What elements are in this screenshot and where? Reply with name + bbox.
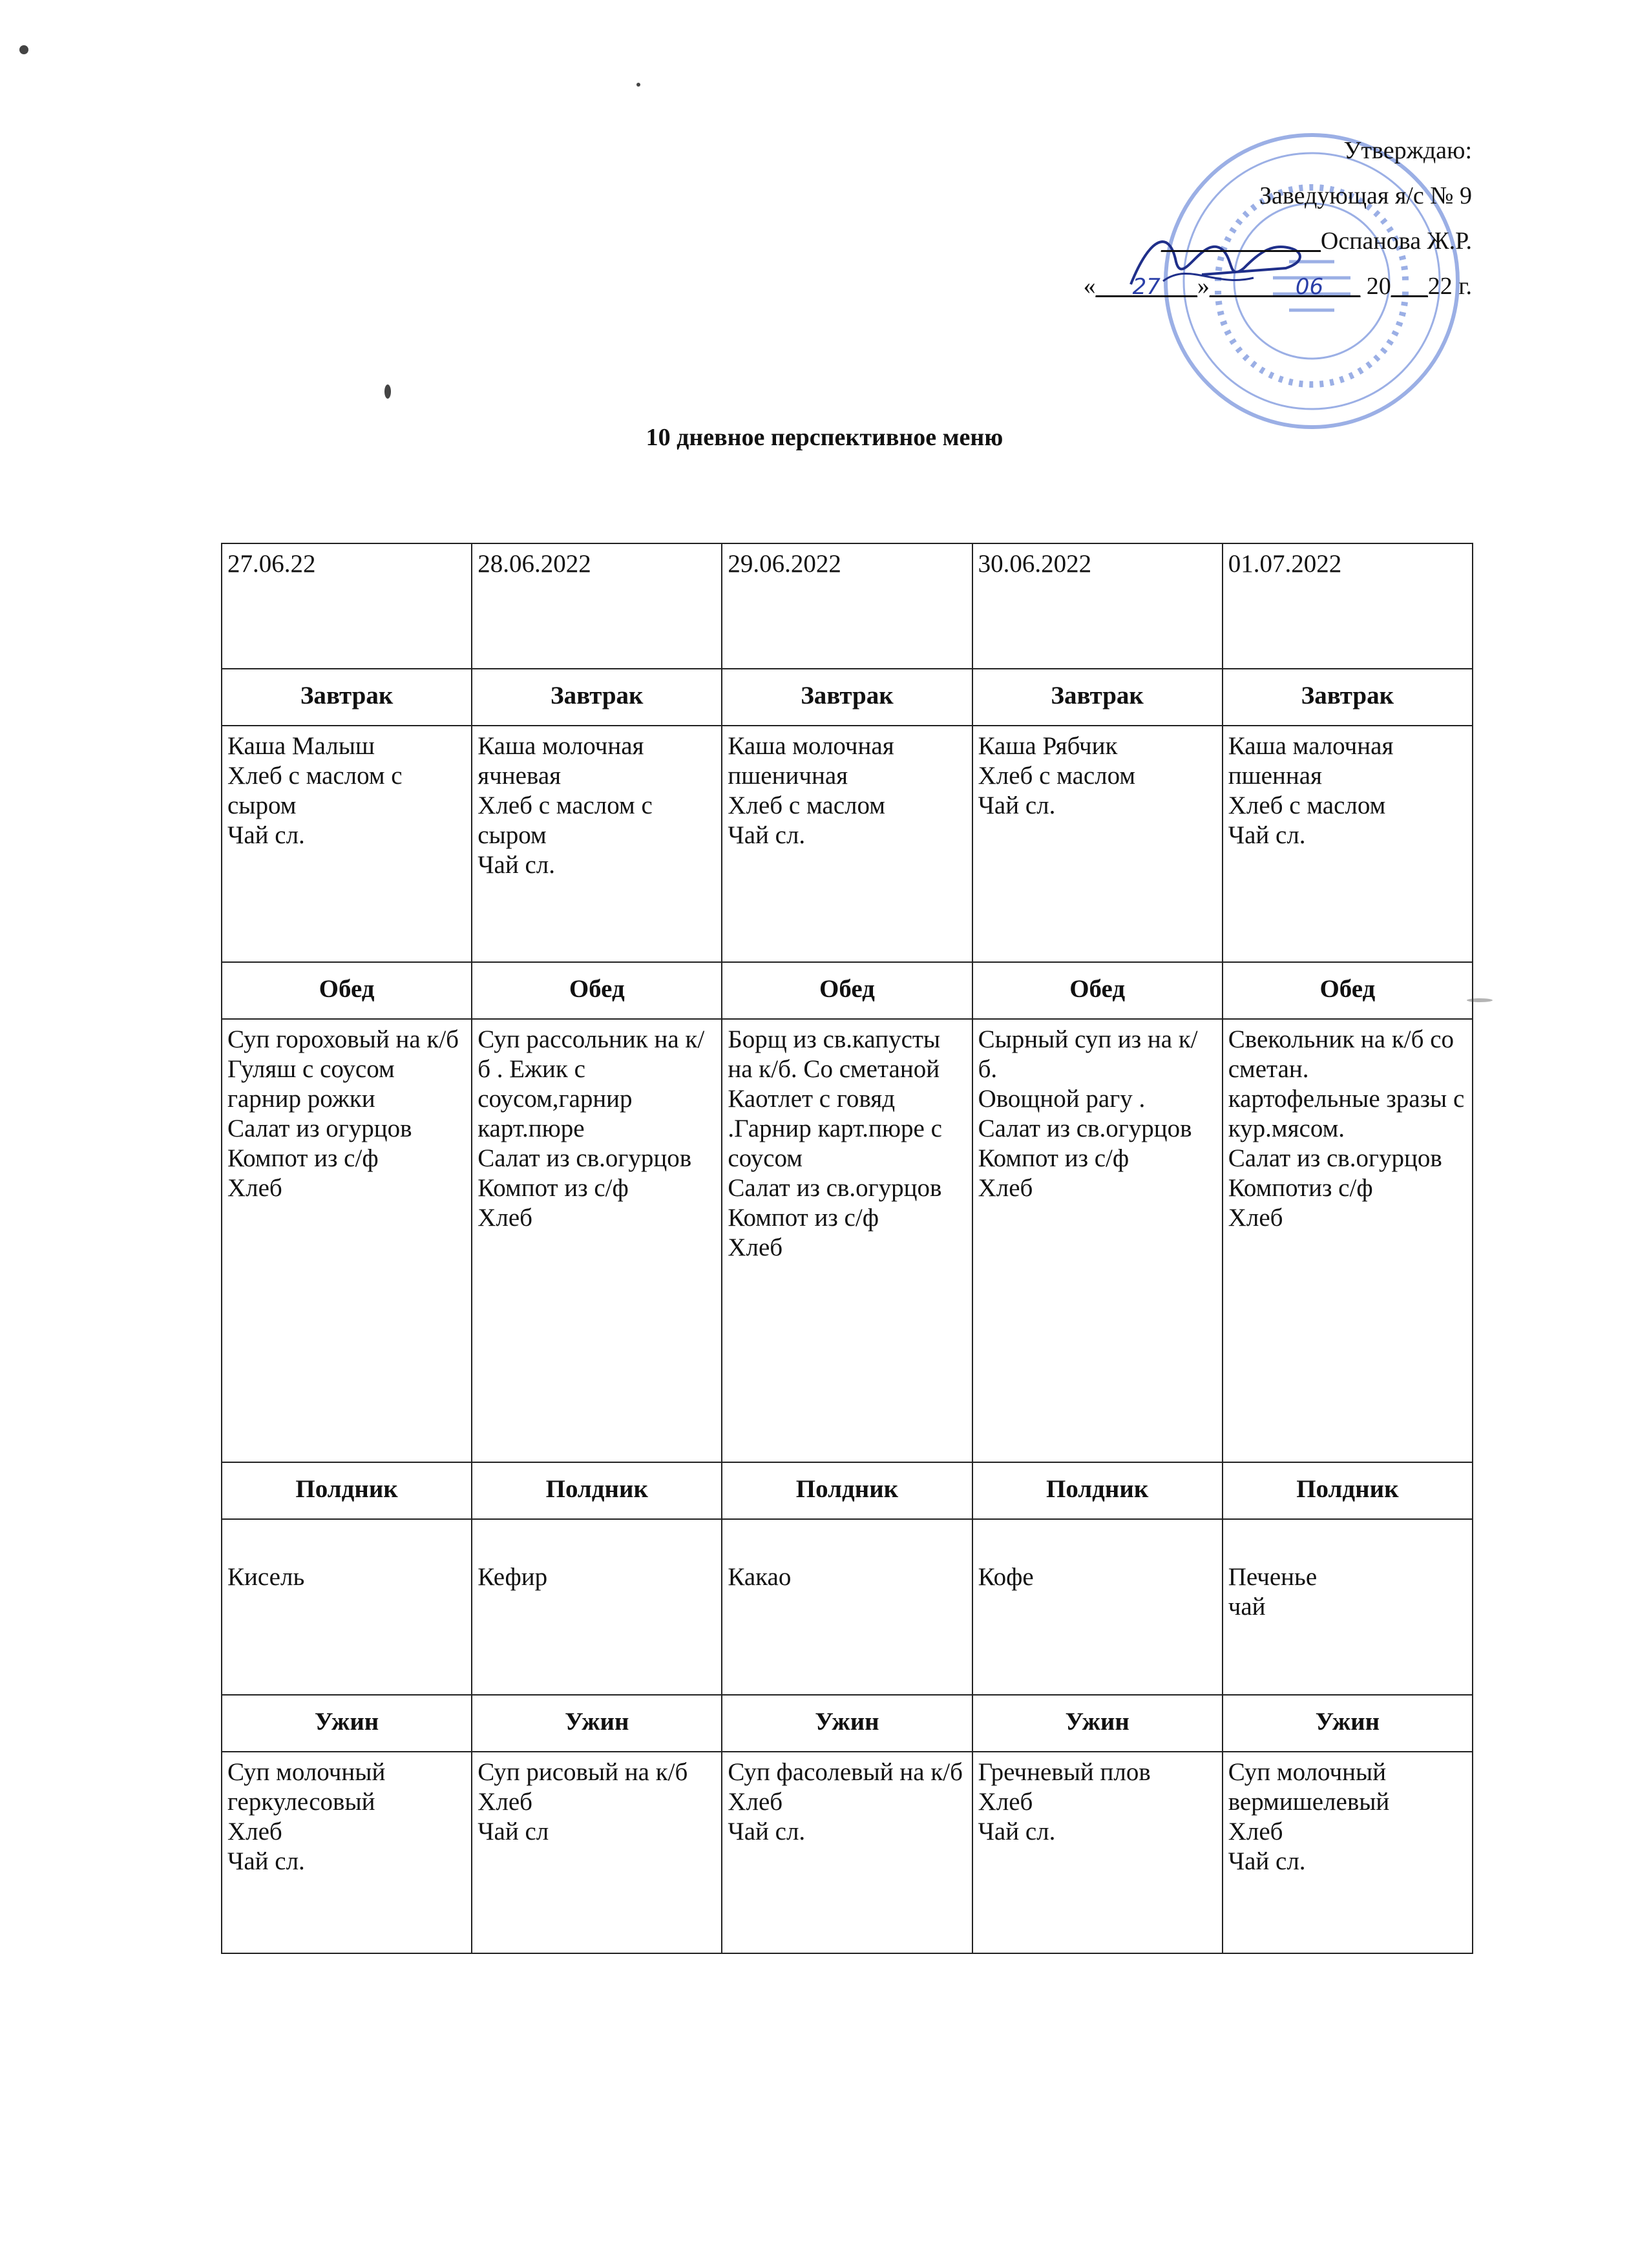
- scan-speck: [19, 45, 28, 54]
- lunch-label: Обед: [722, 962, 972, 1019]
- breakfast-label: Завтрак: [722, 669, 972, 726]
- snack-cell: Кисель: [222, 1519, 472, 1695]
- breakfast-row: [222, 726, 1473, 962]
- date-cell: 29.06.2022: [722, 543, 972, 669]
- breakfast-label: Завтрак: [222, 669, 472, 726]
- snack-header-row: [222, 1462, 1473, 1519]
- snack-label: Полдник: [972, 1462, 1223, 1519]
- lunch-header-row: [222, 962, 1473, 1019]
- lunch-cell: Суп рассольник на к/б . Ежик с соусом,гарнир карт.пюре Салат из св.огурцов Компот из с/ф Хлеб: [472, 1019, 722, 1462]
- approval-signature-line: [981, 218, 1472, 264]
- snack-cell: Печенье чай: [1223, 1519, 1473, 1695]
- snack-label: Полдник: [472, 1462, 722, 1519]
- date-close-quote: »: [1197, 273, 1210, 300]
- signature-blank: _____________: [1161, 227, 1321, 255]
- snack-cell: Кефир: [472, 1519, 722, 1695]
- dinner-label: Ужин: [472, 1695, 722, 1752]
- approval-date: [981, 264, 1472, 310]
- dinner-cell: Гречневый плов Хлеб Чай сл.: [972, 1752, 1223, 1953]
- snack-row: [222, 1519, 1473, 1695]
- date-row: [222, 543, 1473, 669]
- dinner-label: Ужин: [222, 1695, 472, 1752]
- lunch-cell: Сырный суп из на к/б. Овощной рагу . Салат из св.огурцов Компот из с/ф Хлеб: [972, 1019, 1223, 1462]
- snack-cell: Кофе: [972, 1519, 1223, 1695]
- approver-name: Оспанова Ж.Р.: [1320, 227, 1472, 255]
- approval-heading: Утверждаю:: [1343, 137, 1472, 164]
- breakfast-cell: Каша Рябчик Хлеб с маслом Чай сл.: [972, 726, 1223, 962]
- scan-speck: [1467, 998, 1493, 1002]
- snack-label: Полдник: [722, 1462, 972, 1519]
- lunch-cell: Борщ из св.капусты на к/б. Со сметаной Каотлет с говяд .Гарнир карт.пюре с соусом Салат из св.огурцов Компот из с/ф Хлеб: [722, 1019, 972, 1462]
- dinner-cell: Суп молочный вермишелевый Хлеб Чай сл.: [1223, 1752, 1473, 1953]
- dinner-label: Ужин: [722, 1695, 972, 1752]
- date-month-field: _______06___: [1209, 273, 1361, 300]
- lunch-cell: Свекольник на к/б со сметан. картофельные зразы с кур.мясом. Салат из св.огурцов Компотиз с/ф Хлеб: [1223, 1019, 1473, 1462]
- date-open-quote: «: [1083, 273, 1096, 300]
- document-title: 10 дневное перспективное меню: [646, 424, 1003, 451]
- breakfast-cell: Каша молочная пшеничная Хлеб с маслом Чай сл.: [722, 726, 972, 962]
- lunch-label: Обед: [222, 962, 472, 1019]
- dinner-label: Ужин: [1223, 1695, 1473, 1752]
- lunch-label: Обед: [972, 962, 1223, 1019]
- menu-table: [221, 543, 1473, 1954]
- snack-cell: Какао: [722, 1519, 972, 1695]
- date-month-handwritten: 06: [1295, 274, 1324, 300]
- snack-label: Полдник: [222, 1462, 472, 1519]
- snack-label: Полдник: [1223, 1462, 1473, 1519]
- lunch-label: Обед: [472, 962, 722, 1019]
- breakfast-label: Завтрак: [1223, 669, 1473, 726]
- lunch-cell: Суп гороховый на к/б Гуляш с соусом гарнир рожки Салат из огурцов Компот из с/ф Хлеб: [222, 1019, 472, 1462]
- date-year-blank: ___: [1391, 273, 1428, 300]
- breakfast-label: Завтрак: [972, 669, 1223, 726]
- date-year-prefix: 20: [1366, 273, 1391, 300]
- approval-block: [981, 128, 1472, 310]
- date-cell: 30.06.2022: [972, 543, 1223, 669]
- date-cell: 01.07.2022: [1223, 543, 1473, 669]
- scan-speck: [384, 384, 391, 399]
- date-year-suffix: 22 г.: [1427, 273, 1472, 300]
- dinner-cell: Суп молочный геркулесовый Хлеб Чай сл.: [222, 1752, 472, 1953]
- dinner-label: Ужин: [972, 1695, 1223, 1752]
- dinner-cell: Суп фасолевый на к/б Хлеб Чай сл.: [722, 1752, 972, 1953]
- breakfast-header-row: [222, 669, 1473, 726]
- date-cell: 28.06.2022: [472, 543, 722, 669]
- breakfast-cell: Каша молочная ячневая Хлеб с маслом с сыром Чай сл.: [472, 726, 722, 962]
- date-day-handwritten: 27: [1132, 274, 1161, 300]
- dinner-cell: Суп рисовый на к/б Хлеб Чай сл: [472, 1752, 722, 1953]
- breakfast-cell: Каша Малыш Хлеб с маслом с сыром Чай сл.: [222, 726, 472, 962]
- date-day-field: ___27___: [1095, 273, 1197, 300]
- date-cell: 27.06.22: [222, 543, 472, 669]
- scan-speck: [636, 83, 640, 87]
- breakfast-cell: Каша малочная пшенная Хлеб с маслом Чай сл.: [1223, 726, 1473, 962]
- dinner-row: [222, 1752, 1473, 1953]
- dinner-header-row: [222, 1695, 1473, 1752]
- lunch-label: Обед: [1223, 962, 1473, 1019]
- lunch-row: [222, 1019, 1473, 1462]
- breakfast-label: Завтрак: [472, 669, 722, 726]
- approval-position: Заведующая я/с № 9: [1259, 182, 1472, 209]
